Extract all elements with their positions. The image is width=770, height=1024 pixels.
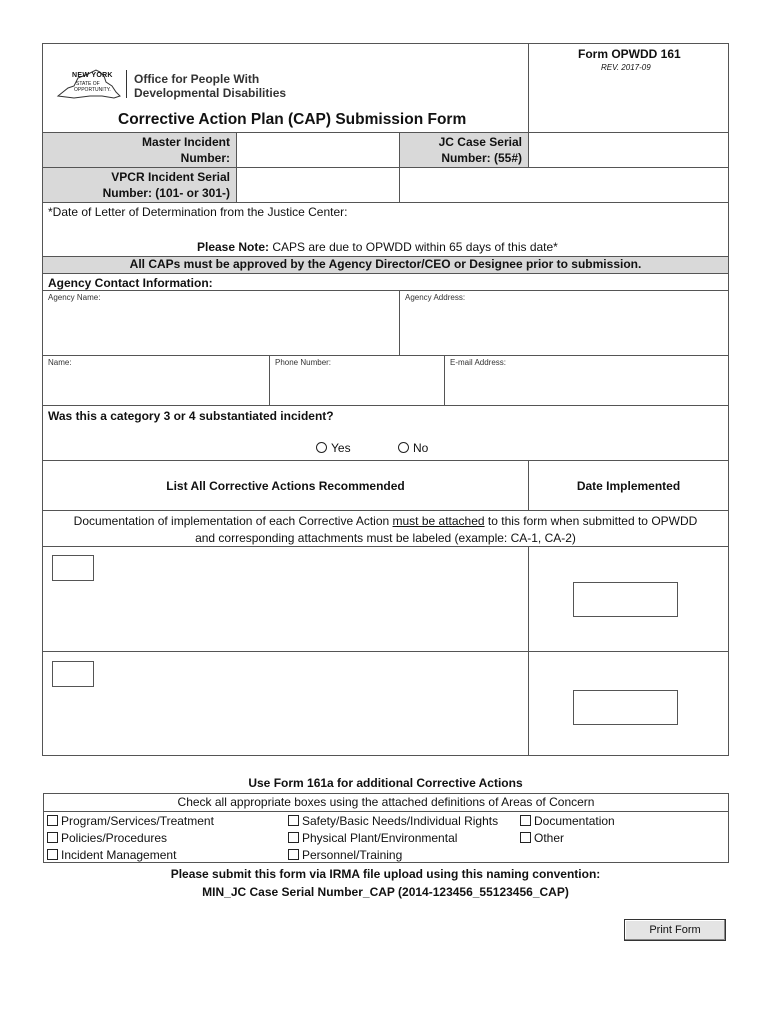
row-line xyxy=(42,290,729,291)
row-line xyxy=(42,355,729,356)
vpcr-label xyxy=(43,169,230,201)
checkbox[interactable] xyxy=(47,849,58,860)
checkbox-label: Personnel/Training xyxy=(302,848,403,862)
checkbox-physical-plant[interactable] xyxy=(288,831,457,845)
date-implemented-header: Date Implemented xyxy=(576,479,681,493)
please-note-label: Please Note: xyxy=(197,240,270,254)
checkbox[interactable] xyxy=(47,815,58,826)
revision-label: REV. 2017-09 xyxy=(601,63,651,72)
jc-case-label xyxy=(400,134,522,166)
agency-address-input[interactable] xyxy=(400,303,728,354)
email-input[interactable] xyxy=(445,368,728,404)
please-note-text: CAPS are due to OPWDD within 65 days of this date* xyxy=(272,240,558,254)
jc-case-label-line1: JC Case Serial xyxy=(438,135,522,149)
logo-agency-line2: Developmental Disabilities xyxy=(134,86,287,100)
row-line xyxy=(42,546,729,547)
radio-no-option[interactable] xyxy=(398,441,428,455)
row-line xyxy=(42,651,729,652)
agency-address-label: Agency Address: xyxy=(405,293,466,302)
radio-yes-label: Yes xyxy=(331,441,351,455)
checkbox-label: Policies/Procedures xyxy=(61,831,168,845)
doc-text-underline: must be attached xyxy=(392,514,485,528)
documentation-note xyxy=(43,513,728,547)
logo-divider xyxy=(126,70,127,98)
ca-1-date-input[interactable] xyxy=(573,582,678,617)
radio-yes-option[interactable] xyxy=(316,441,351,455)
checkbox-label: Physical Plant/Environmental xyxy=(302,831,458,845)
date-letter-input[interactable] xyxy=(380,203,720,233)
checkbox[interactable] xyxy=(288,849,299,860)
checkbox-safety[interactable] xyxy=(288,814,498,828)
jc-case-label-line2: Number: (55#) xyxy=(441,151,522,165)
checkbox[interactable] xyxy=(288,832,299,843)
logo-state-line3: OPPORTUNITY. xyxy=(74,87,111,93)
checkbox[interactable] xyxy=(520,815,531,826)
date-letter-label: *Date of Letter of Determination from the Justice Center: xyxy=(48,205,348,219)
ca-2-date-input[interactable] xyxy=(573,690,678,725)
agency-name-input[interactable] xyxy=(43,303,398,354)
check-all-instructions: Check all appropriate boxes using the attached definitions of Areas of Concern xyxy=(177,795,595,809)
radio-no-label: No xyxy=(413,441,429,455)
row-line xyxy=(42,405,729,406)
checkbox[interactable] xyxy=(47,832,58,843)
doc-text-2: to this form when submitted to OPWDD xyxy=(484,514,698,528)
list-actions-header: List All Corrective Actions Recommended xyxy=(166,479,405,493)
logo-state-line1: NEW YORK xyxy=(72,72,113,79)
email-label: E-mail Address: xyxy=(450,358,507,367)
agency-contact-heading: Agency Contact Information: xyxy=(48,276,213,290)
checkbox-program-services[interactable] xyxy=(47,814,214,828)
vpcr-input[interactable] xyxy=(237,168,399,202)
master-incident-label-line2: Number: xyxy=(180,151,230,165)
checkbox-label: Program/Services/Treatment xyxy=(61,814,214,828)
row-line xyxy=(43,811,729,812)
phone-input[interactable] xyxy=(270,368,443,404)
ca-1-label-input[interactable] xyxy=(52,555,94,581)
checkbox[interactable] xyxy=(520,832,531,843)
page-title: Corrective Action Plan (CAP) Submission Form xyxy=(118,111,467,128)
form-number: Form OPWDD 161 xyxy=(578,47,681,61)
checkbox[interactable] xyxy=(288,815,299,826)
radio-no[interactable] xyxy=(398,442,409,453)
checkbox-label: Incident Management xyxy=(61,848,177,862)
checkbox-label: Documentation xyxy=(534,814,615,828)
logo-state-line2: STATE OF xyxy=(76,81,100,87)
master-incident-input[interactable] xyxy=(237,133,399,167)
phone-label: Phone Number: xyxy=(275,358,332,367)
radio-yes[interactable] xyxy=(316,442,327,453)
additional-actions-note: Use Form 161a for additional Corrective Actions xyxy=(248,776,523,790)
checkbox-label: Other xyxy=(534,831,565,845)
category-question: Was this a category 3 or 4 substantiated incident? xyxy=(48,409,334,423)
vpcr-label-line1: VPCR Incident Serial xyxy=(111,170,230,184)
name-label: Name: xyxy=(48,358,72,367)
checkbox-personnel-training[interactable] xyxy=(288,848,402,862)
checkbox-incident-management[interactable] xyxy=(47,848,176,862)
logo-agency-line1: Office for People With xyxy=(134,72,260,86)
row-line xyxy=(42,273,729,274)
documentation-note-line2: and corresponding attachments must be labeled (example: CA-1, CA-2) xyxy=(195,531,576,545)
checkbox-other[interactable] xyxy=(520,831,564,845)
approval-notice: All CAPs must be approved by the Agency Director/CEO or Designee prior to submission. xyxy=(129,257,642,271)
submit-instructions-line1: Please submit this form via IRMA file upload using this naming convention: xyxy=(170,867,601,881)
row-line xyxy=(42,510,729,511)
header-divider xyxy=(528,43,529,132)
ca-1-description-input[interactable] xyxy=(100,550,520,645)
checkbox-label: Safety/Basic Needs/Individual Rights xyxy=(302,814,499,828)
checkbox-policies[interactable] xyxy=(47,831,167,845)
vpcr-extra-cell[interactable] xyxy=(400,168,728,202)
checkbox-documentation[interactable] xyxy=(520,814,615,828)
name-input[interactable] xyxy=(43,368,268,404)
submit-instructions-line2: MIN_JC Case Serial Number_CAP (2014-123456_55123456_CAP) xyxy=(202,885,569,899)
ca-2-label-input[interactable] xyxy=(52,661,94,687)
print-form-button[interactable]: Print Form xyxy=(624,919,726,941)
agency-logo xyxy=(54,66,294,106)
ca-2-description-input[interactable] xyxy=(100,656,520,751)
master-incident-label-line1: Master Incident xyxy=(141,135,230,149)
documentation-note-line1 xyxy=(43,513,728,530)
row-line xyxy=(42,460,729,461)
agency-name-label: Agency Name: xyxy=(48,293,101,302)
doc-text-1: Documentation of implementation of each Corrective Action xyxy=(73,514,393,528)
please-note xyxy=(197,240,558,254)
jc-case-input[interactable] xyxy=(529,133,728,167)
master-incident-label xyxy=(43,134,230,166)
vpcr-label-line2: Number: (101- or 301-) xyxy=(102,186,230,200)
